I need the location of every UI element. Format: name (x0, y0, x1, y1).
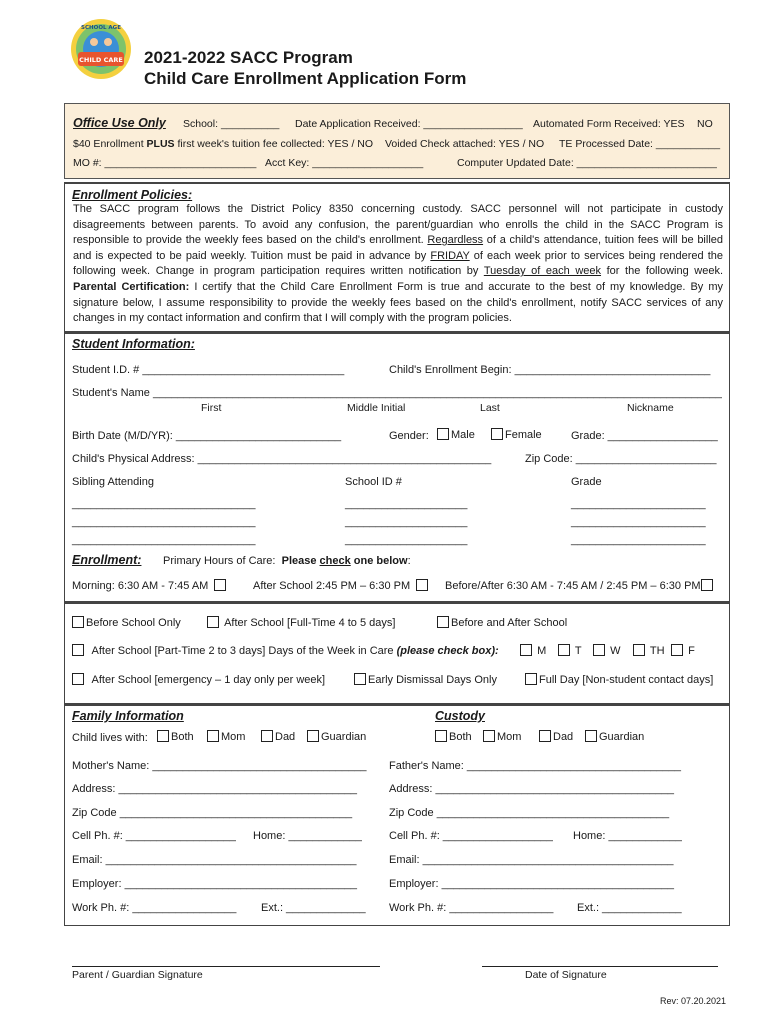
father-cell-field[interactable]: Cell Ph. #: __________________ (389, 830, 553, 842)
primary-hours-label: Primary Hours of Care: Please check one below: (163, 555, 411, 567)
office-no: NO (697, 118, 713, 130)
date-signature-line[interactable] (482, 966, 718, 967)
morning-checkbox[interactable] (214, 579, 226, 591)
father-zip-field[interactable]: Zip Code ______________________________________ (389, 807, 670, 819)
lives-with-label: Child lives with: (72, 732, 148, 744)
school-age-child-care-logo (70, 18, 132, 80)
full-day-checkbox[interactable] (525, 673, 537, 685)
page-subtitle: Child Care Enrollment Application Form (144, 69, 467, 88)
mother-work-phone-field[interactable]: Work Ph. #: _________________ (72, 902, 237, 914)
family-title: Family Information (72, 709, 184, 723)
before-school-only-checkbox[interactable] (72, 616, 84, 628)
physical-address-field[interactable]: Child's Physical Address: ________________________________________________ (72, 453, 492, 465)
day-t-checkbox[interactable] (558, 644, 570, 656)
school-id-line-1[interactable]: ____________________ (345, 498, 468, 510)
student-name-field[interactable]: Student's Name _____________________________________________________________________________________________ (72, 387, 722, 399)
emergency-option[interactable]: After School [emergency – 1 day only per week] (72, 673, 325, 686)
after-school-full-checkbox[interactable] (207, 616, 219, 628)
lives-both-option[interactable]: Both (157, 730, 194, 743)
day-th-checkbox[interactable] (633, 644, 645, 656)
custody-guardian-checkbox[interactable] (585, 730, 597, 742)
after-school-part-checkbox[interactable] (72, 644, 84, 656)
enrollment-begin-field[interactable]: Child's Enrollment Begin: ________________________________ (389, 364, 711, 376)
father-employer-field[interactable]: Employer: ______________________________________ (389, 878, 675, 890)
custody-dad-option[interactable]: Dad (539, 730, 573, 743)
student-title: Student Information: (72, 337, 195, 351)
early-dismissal-option[interactable]: Early Dismissal Days Only (354, 673, 497, 686)
school-id-label: School ID # (345, 476, 402, 488)
grade-line-1[interactable]: ______________________ (571, 498, 706, 510)
mother-home-field[interactable]: Home: ____________ (253, 830, 362, 842)
school-id-line-3[interactable]: ____________________ (345, 534, 468, 546)
day-w-option[interactable]: W (593, 644, 620, 657)
father-ext-field[interactable]: Ext.: _____________ (577, 902, 682, 914)
parent-signature-label: Parent / Guardian Signature (72, 969, 203, 981)
female-checkbox[interactable] (491, 428, 503, 440)
father-home-field[interactable]: Home: ____________ (573, 830, 682, 842)
morning-option[interactable]: Morning: 6:30 AM - 7:45 AM (72, 579, 228, 592)
day-m-checkbox[interactable] (520, 644, 532, 656)
custody-both-option[interactable]: Both (435, 730, 472, 743)
office-mo: MO #: __________________________ (73, 157, 257, 169)
gender-label: Gender: (389, 430, 429, 442)
sibling-attending-label: Sibling Attending (72, 476, 154, 488)
mother-cell-field[interactable]: Cell Ph. #: __________________ (72, 830, 236, 842)
logo-top-text: SCHOOL AGE (81, 25, 121, 31)
lives-both-checkbox[interactable] (157, 730, 169, 742)
sibling-line-1[interactable]: ______________________________ (72, 498, 256, 510)
custody-guardian-option[interactable]: Guardian (585, 730, 644, 743)
revision-label: Rev: 07.20.2021 (660, 996, 727, 1006)
custody-mom-option[interactable]: Mom (483, 730, 521, 743)
office-te: TE Processed Date: ___________ (559, 138, 721, 150)
male-checkbox[interactable] (437, 428, 449, 440)
name-nickname-label: Nickname (627, 402, 674, 414)
office-fee: $40 Enrollment PLUS first week's tuition fee collected: YES / NO (73, 138, 374, 150)
after-school-part-option[interactable]: After School [Part-Time 2 to 3 days] Days of the Week in Care (please check box): (72, 644, 499, 657)
sibling-line-2[interactable]: ______________________________ (72, 516, 256, 528)
lives-mom-checkbox[interactable] (207, 730, 219, 742)
gender-female-option[interactable]: Female (491, 428, 542, 441)
lives-guardian-checkbox[interactable] (307, 730, 319, 742)
office-use-title: Office Use Only (73, 116, 166, 130)
day-th-option[interactable]: TH (633, 644, 665, 657)
grade-field[interactable]: Grade: __________________ (571, 430, 718, 442)
enrollment-title: Enrollment: (72, 553, 142, 567)
student-id-field[interactable]: Student I.D. # _________________________________ (72, 364, 345, 376)
mother-address-field[interactable]: Address: _______________________________________ (72, 783, 358, 795)
name-first-label: First (201, 402, 222, 414)
before-and-after-checkbox[interactable] (437, 616, 449, 628)
office-computer: Computer Updated Date: ________________________ (457, 157, 717, 169)
name-last-label: Last (480, 402, 500, 414)
father-address-field[interactable]: Address: _______________________________________ (389, 783, 675, 795)
after-school-checkbox[interactable] (416, 579, 428, 591)
before-and-after-option[interactable]: Before and After School (437, 616, 567, 629)
custody-mom-checkbox[interactable] (483, 730, 495, 742)
date-signature-label: Date of Signature (525, 969, 607, 981)
before-school-only-option[interactable]: Before School Only (72, 616, 181, 629)
zip-code-field[interactable]: Zip Code: _______________________ (525, 453, 717, 465)
before-after-option[interactable]: Before/After 6:30 AM - 7:45 AM / 2:45 PM – 6:30 PM (445, 579, 715, 592)
emergency-checkbox[interactable] (72, 673, 84, 685)
office-auto-received: Automated Form Received: YES (533, 118, 685, 130)
office-use-box (64, 103, 730, 179)
mother-employer-field[interactable]: Employer: ______________________________________ (72, 878, 358, 890)
grade-line-2[interactable]: ______________________ (571, 516, 706, 528)
lives-dad-checkbox[interactable] (261, 730, 273, 742)
sibling-line-3[interactable]: ______________________________ (72, 534, 256, 546)
after-school-full-option[interactable]: After School [Full-Time 4 to 5 days] (207, 616, 395, 629)
policies-section (64, 182, 730, 332)
logo-bottom-text: CHILD CARE (79, 56, 123, 64)
full-day-option[interactable]: Full Day [Non-student contact days] (525, 673, 713, 686)
family-section (64, 704, 730, 926)
grade-column-label: Grade (571, 476, 602, 488)
office-school: School: __________ (183, 118, 280, 130)
day-f-option[interactable]: F (671, 644, 695, 657)
custody-dad-checkbox[interactable] (539, 730, 551, 742)
school-id-line-2[interactable]: ____________________ (345, 516, 468, 528)
after-school-option[interactable]: After School 2:45 PM – 6:30 PM (253, 579, 430, 592)
policies-text: The SACC program follows the District Policy 8350 concerning custody. SACC personnel will not participate in custody disagreements between parents. To avoid any confusion, the parent/guardian who enrolls the child in the SACC Program is responsible to provide the weekly fees based on the child's enrollment. Regardless of a child's attendance, tuition fees will be billed and is expected to be paid weekly. Tuition must be paid in advance by FRIDAY of each week prior to services being rendered the following week. Change in program participation requires written notification by Tuesday of each week for the following week. Parental Certification: I certify that the Child Care Enrollment Form is true and accurate to the best of my knowledge. By my signature below, I assume responsibility to provide the weekly fees based on the child's enrollment, notify SACC services of any changes in my contact information and confirm that I will comply with the program policies. (73, 203, 724, 325)
mother-ext-field[interactable]: Ext.: _____________ (261, 902, 366, 914)
custody-title: Custody (435, 709, 485, 723)
parent-signature-line[interactable] (72, 966, 380, 967)
early-dismissal-checkbox[interactable] (354, 673, 366, 685)
program-options-section (64, 602, 730, 704)
birth-date-field[interactable]: Birth Date (M/D/YR): ___________________________ (72, 430, 342, 442)
day-f-checkbox[interactable] (671, 644, 683, 656)
father-work-phone-field[interactable]: Work Ph. #: _________________ (389, 902, 554, 914)
day-t-option[interactable]: T (558, 644, 582, 657)
grade-line-3[interactable]: ______________________ (571, 534, 706, 546)
day-w-checkbox[interactable] (593, 644, 605, 656)
name-middle-label: Middle Initial (347, 402, 406, 414)
lives-guardian-option[interactable]: Guardian (307, 730, 366, 743)
father-email-field[interactable]: Email: _________________________________________ (389, 854, 674, 866)
gender-male-option[interactable]: Male (437, 428, 475, 441)
lives-dad-option[interactable]: Dad (261, 730, 295, 743)
office-voided: Voided Check attached: YES / NO (385, 138, 545, 150)
day-m-option[interactable]: M (520, 644, 546, 657)
policies-title: Enrollment Policies: (72, 188, 193, 202)
page-title: 2021-2022 SACC Program (144, 48, 353, 67)
father-name-field[interactable]: Father's Name: ___________________________________ (389, 760, 682, 772)
before-after-checkbox[interactable] (701, 579, 713, 591)
mother-zip-field[interactable]: Zip Code ______________________________________ (72, 807, 353, 819)
office-acct: Acct Key: ___________________ (265, 157, 424, 169)
student-section (64, 332, 730, 602)
office-date-received: Date Application Received: _________________ (295, 118, 523, 130)
mother-email-field[interactable]: Email: _________________________________________ (72, 854, 357, 866)
custody-both-checkbox[interactable] (435, 730, 447, 742)
lives-mom-option[interactable]: Mom (207, 730, 245, 743)
mother-name-field[interactable]: Mother's Name: ___________________________________ (72, 760, 367, 772)
